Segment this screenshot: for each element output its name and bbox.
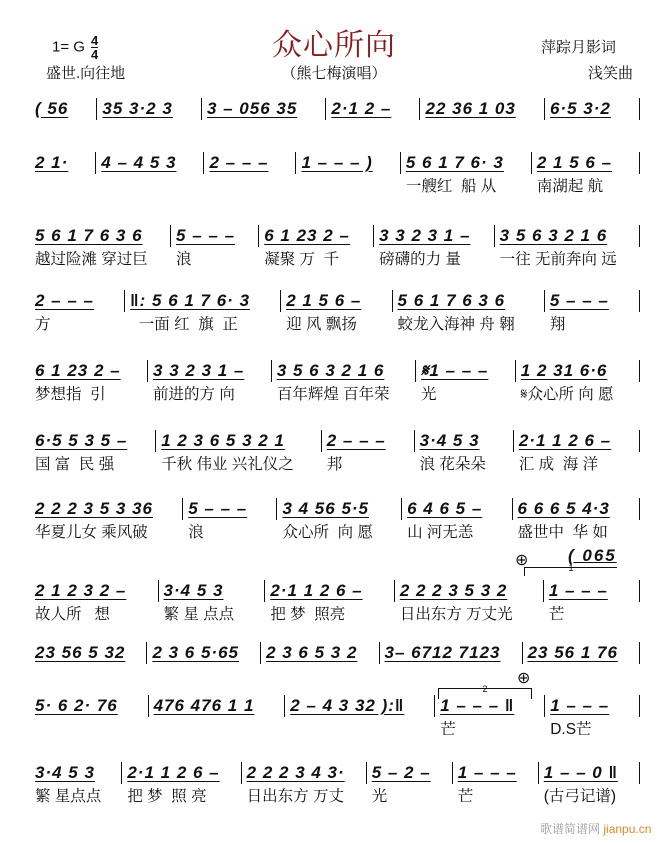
- singer: （熊七梅演唱）: [281, 65, 387, 82]
- lyricist: 萍踪月影词: [541, 39, 617, 56]
- measure-lyrics: 把 梦 照 亮: [127, 788, 207, 805]
- measure: [545, 98, 640, 120]
- measure-lyrics: 磅礴的力 量: [379, 251, 461, 268]
- measure: [296, 152, 400, 174]
- measure-notes: 2 – 4 3 32 ):‖: [285, 695, 435, 717]
- measure: [171, 225, 259, 269]
- measure: [272, 360, 416, 404]
- key-label: 1= G: [52, 38, 85, 56]
- measure: [30, 695, 149, 717]
- measure-lyrics: 越过险滩 穿过巨: [35, 251, 148, 268]
- measure: [513, 498, 641, 542]
- measure: [30, 290, 125, 334]
- measure: [281, 290, 392, 334]
- measure-notes: 2 2 2 3 4 3·: [242, 762, 367, 784]
- measure-lyrics: 迎 风 飘扬: [286, 316, 357, 333]
- measure-lyrics: 𝄋众心所 向 愿: [520, 386, 614, 403]
- measure-lyrics: 芒: [440, 721, 456, 738]
- measure-notes: 1 – – –: [453, 762, 539, 784]
- measure-lyrics: 盛世中 华 如: [517, 524, 608, 541]
- measure-notes: 2 1·: [30, 152, 96, 174]
- watermark: [540, 820, 651, 837]
- measure: [380, 642, 523, 664]
- measure-notes: 5 – 2 –: [367, 762, 453, 784]
- measure: [30, 580, 159, 624]
- measure-lyrics: 梦想指 引: [35, 386, 106, 403]
- measure: [122, 762, 241, 806]
- watermark-domain: jianpu.cn: [603, 822, 652, 836]
- measure-lyrics: 邦: [326, 456, 343, 473]
- measure-notes: 1 – – –: [545, 695, 640, 717]
- measure-notes: 2 3 6 5·65: [147, 642, 261, 664]
- measure: [415, 430, 514, 474]
- measure-lyrics: 繁 星点点: [35, 788, 102, 805]
- volta-bracket-1: [524, 563, 617, 576]
- score-line: [30, 98, 640, 120]
- measure: [259, 225, 374, 269]
- measure: [125, 290, 281, 334]
- measure-lyrics: 翔: [549, 316, 566, 333]
- measure-lyrics: 日出东方 万丈: [246, 788, 344, 805]
- measure-notes: 476 476 1 1: [149, 695, 286, 717]
- song-title: 众心所向: [272, 29, 396, 62]
- measure-notes: 1 – – 0 ‖: [539, 762, 640, 784]
- measure-notes: 5 – – –: [545, 290, 640, 312]
- measure-lyrics: 芒: [548, 606, 565, 623]
- measure-lyrics: 繁 星 点点: [163, 606, 235, 623]
- measure-lyrics: 千秋 伟业 兴礼仪之: [161, 456, 294, 473]
- measure-notes: 23 56 5 32: [30, 642, 147, 664]
- measure-lyrics: 把 梦 照亮: [270, 606, 346, 623]
- measure: [545, 290, 640, 334]
- measure-notes: 23 56 1 76: [523, 642, 640, 664]
- measure-notes: 35 3·2 3: [97, 98, 202, 120]
- measure: [545, 695, 640, 739]
- measure: [30, 225, 171, 269]
- score-line: [30, 498, 640, 542]
- measure-notes: 2 1 2 3 2 –: [30, 580, 159, 602]
- measure-lyrics: 蛟龙入海神 舟 翱: [397, 316, 515, 333]
- measure: [453, 762, 539, 806]
- measure-notes: 3– 6712 7123: [380, 642, 523, 664]
- coda-icon: ⊕: [515, 552, 529, 569]
- key-signature: [52, 34, 98, 61]
- volta-2-label: 2: [482, 684, 488, 694]
- measure: [514, 430, 640, 474]
- measure-notes: 2·1 1 2 6 –: [265, 580, 394, 602]
- measure-notes: 6 6 6 5 4·3: [513, 498, 641, 520]
- measure: [420, 98, 544, 120]
- measure: [242, 762, 367, 806]
- volta-1-label: 1: [568, 563, 574, 573]
- time-signature: [91, 34, 98, 61]
- measure: [393, 290, 545, 334]
- measure-lyrics: 汇 成 海 洋: [518, 456, 599, 473]
- measure-lyrics: 国 富 民 强: [35, 456, 115, 473]
- measure: [30, 152, 96, 174]
- measure-notes: 𝄋1 – – –: [416, 360, 516, 382]
- measure-lyrics: 前进的方 向: [153, 386, 235, 403]
- measure-lyrics: 山 河无恙: [407, 524, 474, 541]
- measure: [374, 225, 495, 269]
- measure-notes: 2 1 5 6 –: [281, 290, 392, 312]
- measure-lyrics: 方: [35, 316, 51, 333]
- measure-notes: 2·1 1 2 6 –: [514, 430, 640, 452]
- measure-notes: 2 2 2 3 5 3 2: [395, 580, 544, 602]
- score-line: [30, 695, 640, 739]
- measure-notes: ‖: 5 6 1 7 6· 3: [125, 290, 281, 312]
- measure: [202, 98, 326, 120]
- measure-notes: 1 2 31 6·6: [516, 360, 640, 382]
- measure-lyrics: 一面 红 旗 正: [130, 316, 238, 333]
- intro-repeat-notes: ( 065: [568, 546, 617, 565]
- measure-notes: 5· 6 2· 76: [30, 695, 149, 717]
- measure: [367, 762, 453, 806]
- measure-notes: 1 – – – ): [296, 152, 400, 174]
- measure-lyrics: 南湖起 航: [536, 178, 604, 195]
- measure: [532, 152, 640, 196]
- measure-notes: 5 6 1 7 6 3 6: [393, 290, 545, 312]
- measure-notes: 5 6 1 7 6 3 6: [30, 225, 171, 247]
- measure-notes: 5 – – –: [171, 225, 259, 247]
- measure-lyrics: 众心所 向 愿: [282, 524, 373, 541]
- score-line: [30, 360, 640, 404]
- time-bottom: 4: [90, 47, 99, 62]
- measure: [277, 498, 402, 542]
- measure-notes: 1 – – – ‖: [435, 695, 545, 717]
- score-line: [30, 290, 640, 334]
- measure-notes: 3·4 5 3: [30, 762, 122, 784]
- measure: [96, 152, 204, 174]
- coda-icon: ⊕: [517, 670, 531, 687]
- measure: [30, 360, 148, 404]
- measure-notes: 2 2 2 3 5 3 36: [30, 498, 183, 520]
- measure: [261, 642, 379, 664]
- measure-lyrics: 浪: [188, 524, 204, 541]
- measure: [159, 580, 266, 624]
- measure-notes: 6 1 23 2 –: [259, 225, 374, 247]
- score-line: [30, 580, 640, 624]
- subtitle: 盛世.向往地: [46, 65, 126, 82]
- measure: [285, 695, 435, 717]
- measure: [401, 152, 532, 196]
- measure-lyrics: 凝聚 万 千: [264, 251, 340, 268]
- measure-notes: 3·4 5 3: [159, 580, 266, 602]
- measure: [30, 98, 97, 120]
- measure: [149, 695, 286, 717]
- measure: [156, 430, 322, 474]
- measure: [516, 360, 640, 404]
- measure-lyrics: 一往 无前奔向 远: [499, 251, 617, 268]
- measure-notes: 2·1 1 2 6 –: [122, 762, 241, 784]
- measure: [148, 360, 272, 404]
- measure-notes: 4 – 4 5 3: [96, 152, 204, 174]
- measure: [435, 695, 545, 739]
- measure: [416, 360, 516, 404]
- measure-notes: 2 – – –: [322, 430, 415, 452]
- measure-lyrics: 故人所 想: [35, 606, 110, 623]
- measure: [402, 498, 512, 542]
- measure-notes: 2 – – –: [30, 290, 125, 312]
- score-line: [30, 152, 640, 196]
- score-line: [30, 762, 640, 806]
- score-line: [30, 430, 640, 474]
- measure: [204, 152, 296, 174]
- measure: [183, 498, 277, 542]
- measure-lyrics: 光: [371, 788, 388, 805]
- measure-notes: 3 4 56 5·5: [277, 498, 402, 520]
- measure-notes: 1 – – –: [544, 580, 640, 602]
- measure: [395, 580, 544, 624]
- measure-notes: 2 3 6 5 3 2: [261, 642, 379, 664]
- measure: [30, 498, 183, 542]
- measure-notes: 2 – – –: [204, 152, 296, 174]
- measure-notes: 3 5 6 3 2 1 6: [495, 225, 640, 247]
- volta-bracket-2: [438, 684, 532, 699]
- measure: [30, 430, 156, 474]
- measure: [326, 98, 420, 120]
- time-top: 4: [90, 33, 99, 48]
- score-line: [30, 642, 640, 664]
- measure-notes: 5 – – –: [183, 498, 277, 520]
- measure-notes: 3 3 2 3 1 –: [148, 360, 272, 382]
- measure: [30, 642, 147, 664]
- measure: [523, 642, 640, 664]
- measure: [265, 580, 394, 624]
- measure-notes: 3·4 5 3: [415, 430, 514, 452]
- watermark-text: 歌谱简谱网: [540, 822, 601, 836]
- measure-lyrics: 光: [421, 386, 437, 403]
- measure-lyrics: (古弓记谱): [543, 788, 617, 805]
- composer: 浅笑曲: [588, 65, 634, 82]
- measure: [544, 580, 640, 624]
- measure-lyrics: 浪 花朵朵: [419, 456, 486, 473]
- score-line: [30, 225, 640, 269]
- measure-lyrics: 一艘红 船 从: [405, 178, 497, 195]
- measure-notes: 22 36 1 03: [420, 98, 544, 120]
- measure: [539, 762, 640, 806]
- measure-lyrics: 日出东方 万丈光: [399, 606, 513, 623]
- measure-notes: 3 5 6 3 2 1 6: [272, 360, 416, 382]
- measure-notes: 5 6 1 7 6· 3: [401, 152, 532, 174]
- measure: [322, 430, 415, 474]
- measure-notes: 3 – 056 35: [202, 98, 326, 120]
- measure-notes: 6·5 3·2: [545, 98, 640, 120]
- measure: [147, 642, 261, 664]
- measure-notes: 3 3 2 3 1 –: [374, 225, 495, 247]
- measure-notes: 1 2 3 6 5 3 2 1: [156, 430, 322, 452]
- measure-lyrics: 华夏儿女 乘风破: [35, 524, 148, 541]
- measure-notes: 2·1 2 –: [326, 98, 420, 120]
- measure-lyrics: D.S芒: [550, 721, 592, 738]
- measure-notes: 6·5 5 3 5 –: [30, 430, 156, 452]
- measure: [495, 225, 640, 269]
- measure: [97, 98, 202, 120]
- measure: [30, 762, 122, 806]
- measure-notes: 6 4 6 5 –: [402, 498, 512, 520]
- measure-lyrics: 芒: [457, 788, 474, 805]
- measure-lyrics: 百年辉煌 百年荣: [276, 386, 390, 403]
- measure-notes: 6 1 23 2 –: [30, 360, 148, 382]
- measure-lyrics: 浪: [176, 251, 192, 268]
- measure-notes: ( 56: [30, 98, 97, 120]
- measure-notes: 2 1 5 6 –: [532, 152, 640, 174]
